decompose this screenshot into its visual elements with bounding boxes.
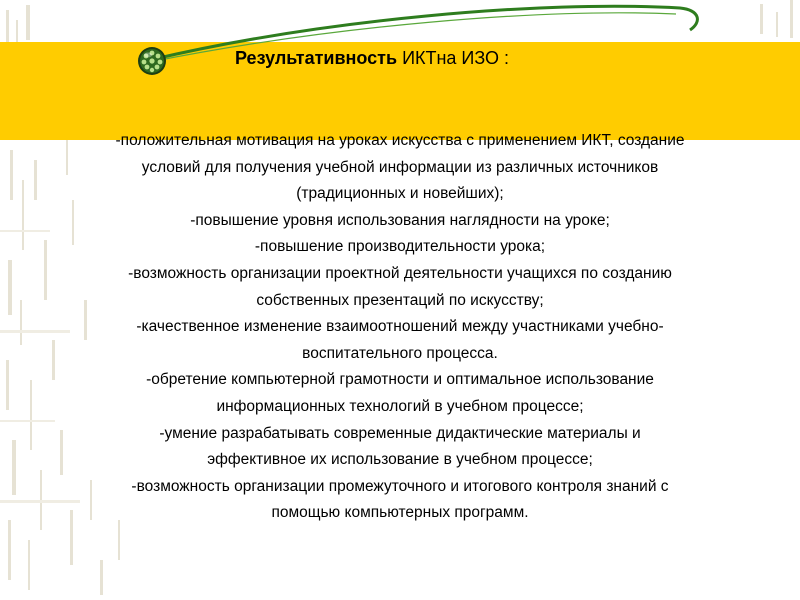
body-line: эффективное их использование в учебном процессе; — [207, 451, 593, 469]
body-line: -качественное изменение взаимоотношений между участниками учебно- — [136, 318, 664, 336]
body-line: условий для получения учебной информации из различных источников — [141, 158, 659, 176]
body-text — [60, 128, 740, 527]
body-line: собственных презентаций по искусству; — [256, 291, 544, 309]
body-line: воспитательного процесса. — [302, 344, 498, 362]
body-line: помощью компьютерных программ. — [271, 504, 529, 522]
title-rest: ИКТна ИЗО : — [397, 48, 510, 68]
body-line: -положительная мотивация на уроках искусства с применением ИКТ, создание — [115, 132, 685, 149]
body-line: -повышение уровня использования наглядности на уроке; — [190, 211, 610, 229]
body-line: -обретение компьютерной грамотности и оптимальное использование — [146, 371, 654, 389]
body-line: -возможность организации промежуточного и итогового контроля знаний с — [131, 477, 669, 495]
slide-title — [235, 46, 509, 70]
atom-ball-icon — [136, 45, 168, 77]
body-line: -повышение производительности урока; — [254, 238, 546, 256]
body-line: (традиционных и новейших); — [296, 185, 504, 203]
body-line: -возможность организации проектной деятельности учащихся по созданию — [128, 264, 672, 282]
body-line: информационных технологий в учебном процессе; — [216, 397, 584, 415]
body-line: -умение разрабатывать современные дидактические материалы и — [159, 424, 641, 442]
title-bold: Результативность — [235, 48, 398, 68]
decorative-swoosh — [0, 0, 800, 140]
